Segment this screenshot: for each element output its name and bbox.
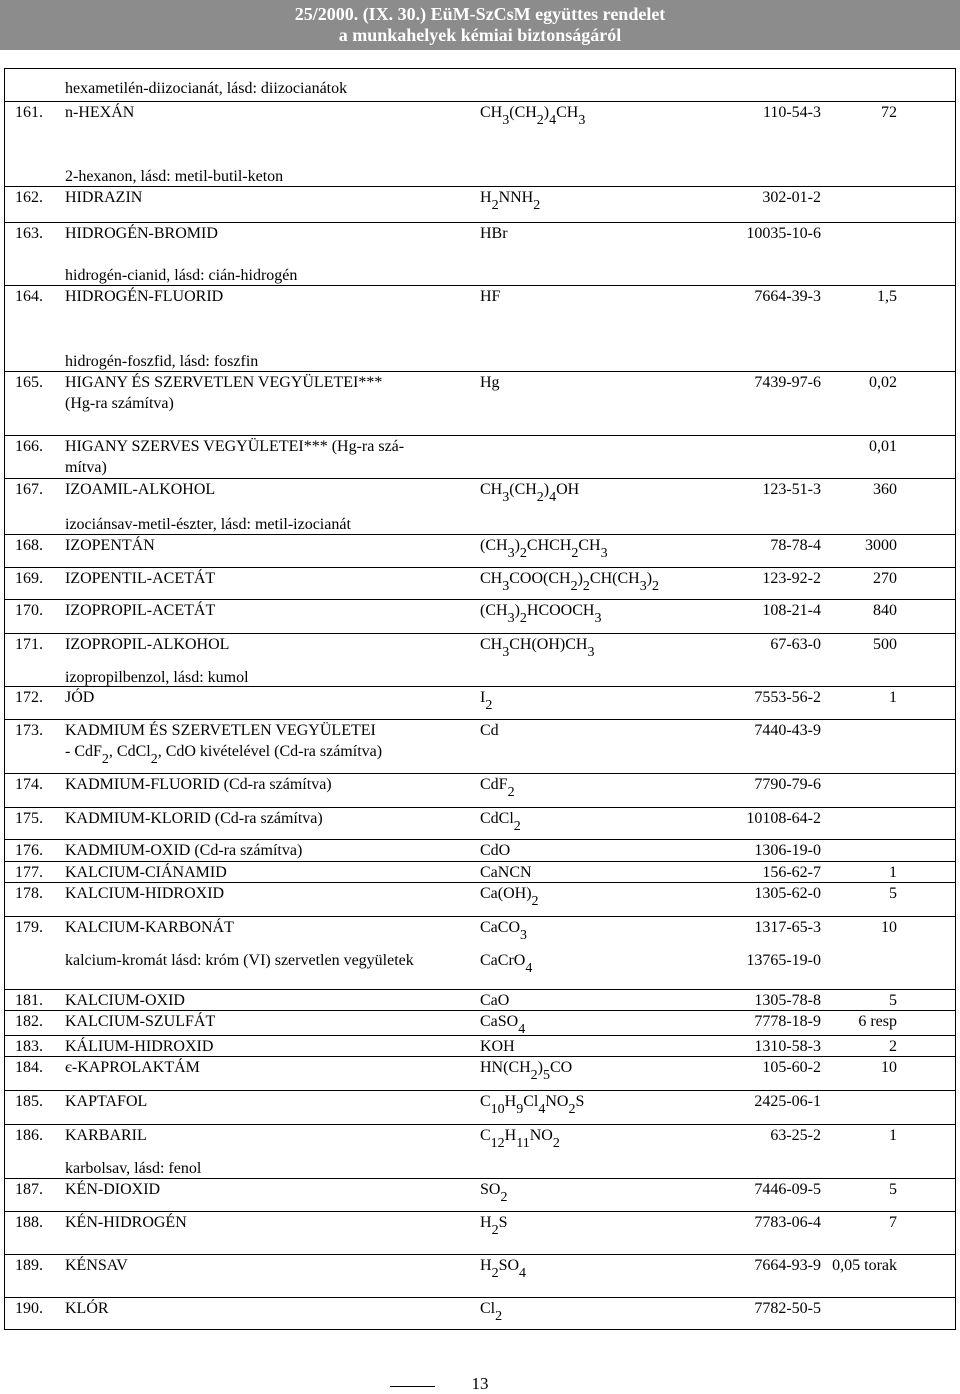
subscript: 4 bbox=[538, 1102, 546, 1117]
subscript: 5 bbox=[543, 1068, 550, 1083]
chemical-formula: Ca(OH)2 bbox=[480, 885, 539, 909]
subscript: 2 bbox=[568, 1102, 576, 1117]
chemical-formula: C12H11NO2 bbox=[480, 1127, 560, 1151]
subscript: 2 bbox=[530, 1068, 538, 1083]
table-row bbox=[5, 478, 955, 505]
subscript: 3 bbox=[502, 645, 510, 660]
table-row bbox=[5, 1124, 955, 1151]
cas-number: 7790-79-6 bbox=[754, 776, 821, 793]
subscript: 2 bbox=[536, 113, 544, 128]
substance-name: є-KAPROLAKTÁM bbox=[65, 1059, 200, 1076]
substance-name: JÓD bbox=[65, 689, 95, 706]
row-number: 168. bbox=[15, 537, 43, 554]
cas-number: 7664-93-9 bbox=[754, 1257, 821, 1274]
cas-number: 123-51-3 bbox=[762, 481, 821, 498]
limit-value: 6 resp bbox=[858, 1013, 897, 1030]
subscript: 2 bbox=[552, 1136, 560, 1151]
substance-name: HIDROGÉN-FLUORID bbox=[65, 288, 224, 305]
row-number: 179. bbox=[15, 919, 43, 936]
table-row bbox=[5, 371, 955, 412]
chemical-formula: H2S bbox=[480, 1214, 508, 1238]
substance-name-cont: - CdF2, CdCl2, CdO kivételével (Cd-ra számítva) bbox=[65, 743, 383, 767]
row-number: 190. bbox=[15, 1300, 43, 1317]
subscript: 2 bbox=[101, 752, 109, 767]
cas-number: 1310-58-3 bbox=[754, 1038, 821, 1055]
substance-name: 2-hexanon, lásd: metil-butil-keton bbox=[65, 168, 284, 185]
row-number: 162. bbox=[15, 189, 43, 206]
table-row bbox=[5, 1035, 955, 1055]
chemical-formula: (CH3)2CHCH2CH3 bbox=[480, 537, 608, 561]
subscript: 3 bbox=[600, 546, 608, 561]
subscript: 2 bbox=[519, 546, 527, 561]
table-row bbox=[5, 773, 955, 800]
substance-table bbox=[4, 68, 956, 1330]
table-row bbox=[5, 534, 955, 561]
table-row bbox=[5, 1297, 955, 1324]
cas-number: 10035-10-6 bbox=[746, 225, 821, 242]
table-row bbox=[5, 686, 955, 713]
header-line-1: 25/2000. (IX. 30.) EüM-SzCsM együttes rendelet bbox=[294, 4, 666, 24]
chemical-formula: CaCrO4 bbox=[480, 952, 533, 976]
chemical-formula: (CH3)2HCOOCH3 bbox=[480, 602, 602, 626]
cas-number: 78-78-4 bbox=[770, 537, 821, 554]
subscript: 2 bbox=[536, 490, 544, 505]
row-number: 166. bbox=[15, 438, 43, 455]
substance-name: KADMIUM-OXID (Cd-ra számítva) bbox=[65, 842, 303, 859]
substance-name: karbolsav, lásd: fenol bbox=[65, 1160, 202, 1177]
subscript: 2 bbox=[491, 1223, 499, 1238]
row-number: 165. bbox=[15, 374, 43, 391]
row-number: 161. bbox=[15, 104, 43, 121]
table-row bbox=[5, 101, 955, 128]
table-row bbox=[5, 1178, 955, 1205]
table-row bbox=[5, 839, 955, 859]
row-number: 188. bbox=[15, 1214, 43, 1231]
substance-name: IZOPENTÁN bbox=[65, 537, 155, 554]
cas-number: 302-01-2 bbox=[762, 189, 821, 206]
chemical-formula: CaO bbox=[480, 992, 510, 1009]
subscript: 2 bbox=[150, 752, 158, 767]
subscript: 4 bbox=[525, 961, 533, 976]
subscript: 2 bbox=[491, 198, 499, 213]
limit-value: 5 bbox=[889, 992, 897, 1009]
substance-name: KALCIUM-SZULFÁT bbox=[65, 1013, 216, 1030]
limit-value: 500 bbox=[873, 636, 897, 653]
chemical-formula: C10H9Cl4NO2S bbox=[480, 1093, 585, 1117]
subscript: 3 bbox=[594, 611, 602, 626]
row-number: 175. bbox=[15, 810, 43, 827]
subscript: 2 bbox=[519, 611, 527, 626]
chemical-formula: CH3COO(CH2)2CH(CH3)2 bbox=[480, 570, 660, 594]
row-number: 163. bbox=[15, 225, 43, 242]
cas-number: 7446-09-5 bbox=[754, 1181, 821, 1198]
table-row bbox=[5, 861, 955, 881]
substance-name: hexametilén-diizocianát, lásd: diizocianátok bbox=[65, 80, 348, 97]
cas-number: 1305-78-8 bbox=[754, 992, 821, 1009]
cas-number: 67-63-0 bbox=[770, 636, 821, 653]
chemical-formula: CH3(CH2)4CH3 bbox=[480, 104, 586, 128]
cas-number: 123-92-2 bbox=[762, 570, 821, 587]
limit-value: 5 bbox=[889, 885, 897, 902]
chemical-formula: CaSO4 bbox=[480, 1013, 526, 1037]
table-row bbox=[5, 719, 955, 767]
substance-name: hidrogén-cianid, lásd: cián-hidrogén bbox=[65, 267, 298, 284]
limit-value: 3000 bbox=[865, 537, 897, 554]
subscript: 10 bbox=[490, 1102, 505, 1117]
substance-name-cont: mítva) bbox=[65, 459, 107, 476]
limit-value: 7 bbox=[889, 1214, 897, 1231]
cas-number: 110-54-3 bbox=[762, 104, 821, 121]
cas-number: 108-21-4 bbox=[762, 602, 821, 619]
substance-name: IZOAMIL-ALKOHOL bbox=[65, 481, 216, 498]
chemical-formula: H2SO4 bbox=[480, 1257, 527, 1281]
table-row bbox=[5, 1010, 955, 1037]
row-number: 169. bbox=[15, 570, 43, 587]
row-number: 173. bbox=[15, 722, 43, 739]
limit-value: 1,5 bbox=[877, 288, 897, 305]
substance-name: IZOPROPIL-ALKOHOL bbox=[65, 636, 230, 653]
substance-name: HIGANY ÉS SZERVETLEN VEGYÜLETEI*** bbox=[65, 374, 383, 391]
subscript: 2 bbox=[513, 819, 521, 834]
limit-value: 360 bbox=[873, 481, 897, 498]
row-number: 167. bbox=[15, 481, 43, 498]
chemical-formula: H2NNH2 bbox=[480, 189, 541, 213]
chemical-formula: SO2 bbox=[480, 1181, 508, 1205]
table-row bbox=[5, 882, 955, 909]
row-number: 170. bbox=[15, 602, 43, 619]
chemical-formula: HN(CH2)5CO bbox=[480, 1059, 573, 1083]
subscript: 2 bbox=[507, 785, 515, 800]
limit-value: 1 bbox=[889, 689, 897, 706]
limit-value: 5 bbox=[889, 1181, 897, 1198]
table-row bbox=[5, 567, 955, 594]
document-header bbox=[0, 0, 960, 50]
limit-value: 72 bbox=[881, 104, 897, 121]
subscript: 3 bbox=[502, 579, 510, 594]
cas-number: 7664-39-3 bbox=[754, 288, 821, 305]
limit-value: 1 bbox=[889, 1127, 897, 1144]
cas-number: 156-62-7 bbox=[762, 864, 821, 881]
subscript: 4 bbox=[519, 1266, 527, 1281]
subscript: 2 bbox=[652, 579, 660, 594]
substance-name: IZOPROPIL-ACETÁT bbox=[65, 602, 216, 619]
subscript: 11 bbox=[516, 1136, 530, 1151]
cas-number: 1306-19-0 bbox=[754, 842, 821, 859]
header-line-2: a munkahelyek kémiai biztonságáról bbox=[338, 25, 622, 45]
table-row bbox=[5, 1254, 955, 1281]
table-row bbox=[5, 916, 955, 943]
substance-name: KADMIUM ÉS SZERVETLEN VEGYÜLETEI bbox=[65, 722, 376, 739]
substance-name: KALCIUM-OXID bbox=[65, 992, 185, 1009]
limit-value: 10 bbox=[881, 1059, 897, 1076]
subscript: 2 bbox=[570, 579, 578, 594]
substance-name: HIDRAZIN bbox=[65, 189, 143, 206]
substance-name: HIGANY SZERVES VEGYÜLETEI*** (Hg-ra szá- bbox=[65, 438, 405, 455]
substance-name: KADMIUM-KLORID (Cd-ra számítva) bbox=[65, 810, 323, 827]
row-number: 184. bbox=[15, 1059, 43, 1076]
subscript: 4 bbox=[549, 490, 557, 505]
chemical-formula: CH3CH(OH)CH3 bbox=[480, 636, 595, 660]
subscript: 3 bbox=[587, 645, 595, 660]
row-number: 185. bbox=[15, 1093, 43, 1110]
chemical-formula: CaCO3 bbox=[480, 919, 527, 943]
subscript: 3 bbox=[507, 546, 515, 561]
cas-number: 1317-65-3 bbox=[754, 919, 821, 936]
subscript: 2 bbox=[500, 1190, 508, 1205]
substance-name: KADMIUM-FLUORID (Cd-ra számítva) bbox=[65, 776, 332, 793]
subscript: 9 bbox=[516, 1102, 524, 1117]
table-row bbox=[5, 1211, 955, 1238]
row-number: 176. bbox=[15, 842, 43, 859]
page-number: 13 bbox=[471, 1374, 489, 1393]
row-number: 178. bbox=[15, 885, 43, 902]
limit-value: 0,05 torak bbox=[832, 1257, 897, 1274]
cas-number: 2425-06-1 bbox=[754, 1093, 821, 1110]
substance-name-cont: (Hg-ra számítva) bbox=[65, 395, 174, 412]
substance-name: n-HEXÁN bbox=[65, 104, 135, 121]
substance-name: KÉNSAV bbox=[65, 1257, 128, 1274]
subscript: 2 bbox=[582, 579, 590, 594]
row-number: 183. bbox=[15, 1038, 43, 1055]
subscript: 2 bbox=[485, 698, 493, 713]
chemical-formula: KOH bbox=[480, 1038, 515, 1055]
table-row bbox=[5, 1056, 955, 1083]
cas-number: 7440-43-9 bbox=[754, 722, 821, 739]
limit-value: 2 bbox=[889, 1038, 897, 1055]
subscript: 4 bbox=[518, 1022, 526, 1037]
cas-number: 7783-06-4 bbox=[754, 1214, 821, 1231]
subscript: 2 bbox=[531, 894, 539, 909]
chemical-formula: CdO bbox=[480, 842, 511, 859]
substance-name: hidrogén-foszfid, lásd: foszfin bbox=[65, 353, 259, 370]
cas-number: 7782-50-5 bbox=[754, 1300, 821, 1317]
cas-number: 7439-97-6 bbox=[754, 374, 821, 391]
substance-name: KLÓR bbox=[65, 1300, 109, 1317]
table-row bbox=[5, 222, 955, 242]
chemical-formula: I2 bbox=[480, 689, 493, 713]
subscript: 2 bbox=[571, 546, 579, 561]
chemical-formula: CH3(CH2)4OH bbox=[480, 481, 580, 505]
subscript: 3 bbox=[578, 113, 586, 128]
cas-number: 63-25-2 bbox=[770, 1127, 821, 1144]
substance-name: KARBARIL bbox=[65, 1127, 147, 1144]
limit-value: 0,01 bbox=[869, 438, 897, 455]
substance-name: KALCIUM-HIDROXID bbox=[65, 885, 225, 902]
limit-value: 270 bbox=[873, 570, 897, 587]
cas-number: 1305-62-0 bbox=[754, 885, 821, 902]
table-row bbox=[5, 989, 955, 1009]
table-row bbox=[5, 186, 955, 213]
substance-name: izociánsav-metil-észter, lásd: metil-izocianát bbox=[65, 516, 351, 533]
table-row bbox=[5, 435, 955, 476]
chemical-formula: CaNCN bbox=[480, 864, 532, 881]
row-number: 187. bbox=[15, 1181, 43, 1198]
row-number: 177. bbox=[15, 864, 43, 881]
row-number: 164. bbox=[15, 288, 43, 305]
substance-name: kalcium-kromát lásd: króm (VI) szervetlen vegyületek bbox=[65, 952, 414, 969]
substance-name: IZOPENTIL-ACETÁT bbox=[65, 570, 216, 587]
subscript: 3 bbox=[639, 579, 647, 594]
cas-number: 10108-64-2 bbox=[746, 810, 821, 827]
substance-name: KAPTAFOL bbox=[65, 1093, 148, 1110]
row-number: 182. bbox=[15, 1013, 43, 1030]
subscript: 2 bbox=[495, 1309, 503, 1324]
row-number: 189. bbox=[15, 1257, 43, 1274]
table-row bbox=[5, 599, 955, 626]
table-row bbox=[5, 807, 955, 834]
substance-name: HIDROGÉN-BROMID bbox=[65, 225, 218, 242]
cas-number: 105-60-2 bbox=[762, 1059, 821, 1076]
table-row bbox=[5, 285, 955, 305]
limit-value: 10 bbox=[881, 919, 897, 936]
limit-value: 1 bbox=[889, 864, 897, 881]
row-number: 181. bbox=[15, 992, 43, 1009]
substance-name: KALCIUM-KARBONÁT bbox=[65, 919, 234, 936]
limit-value: 840 bbox=[873, 602, 897, 619]
chemical-formula: Cd bbox=[480, 722, 499, 739]
chemical-formula: Cl2 bbox=[480, 1300, 503, 1324]
subscript: 12 bbox=[490, 1136, 505, 1151]
substance-name: KÉN-DIOXID bbox=[65, 1181, 161, 1198]
substance-name: izopropilbenzol, lásd: kumol bbox=[65, 669, 249, 686]
table-row bbox=[5, 633, 955, 660]
subscript: 3 bbox=[520, 928, 527, 943]
row-number: 171. bbox=[15, 636, 43, 653]
subscript: 2 bbox=[491, 1266, 499, 1281]
table-row bbox=[5, 1090, 955, 1117]
chemical-formula: CdF2 bbox=[480, 776, 515, 800]
row-number: 172. bbox=[15, 689, 43, 706]
row-number: 186. bbox=[15, 1127, 43, 1144]
subscript: 3 bbox=[502, 113, 510, 128]
subscript: 4 bbox=[549, 113, 557, 128]
substance-name: KÁLIUM-HIDROXID bbox=[65, 1038, 214, 1055]
subscript: 2 bbox=[533, 198, 541, 213]
chemical-formula: CdCl2 bbox=[480, 810, 521, 834]
subscript: 3 bbox=[507, 611, 515, 626]
substance-name: KÉN-HIDROGÉN bbox=[65, 1214, 187, 1231]
row-number: 174. bbox=[15, 776, 43, 793]
cas-number: 13765-19-0 bbox=[746, 952, 821, 969]
substance-name: KALCIUM-CIÁNAMID bbox=[65, 864, 227, 881]
cas-number: 7778-18-9 bbox=[754, 1013, 821, 1030]
subscript: 3 bbox=[502, 490, 510, 505]
chemical-formula: Hg bbox=[480, 374, 500, 391]
limit-value: 0,02 bbox=[869, 374, 897, 391]
chemical-formula: HBr bbox=[480, 225, 508, 242]
chemical-formula: HF bbox=[480, 288, 501, 305]
cas-number: 7553-56-2 bbox=[754, 689, 821, 706]
